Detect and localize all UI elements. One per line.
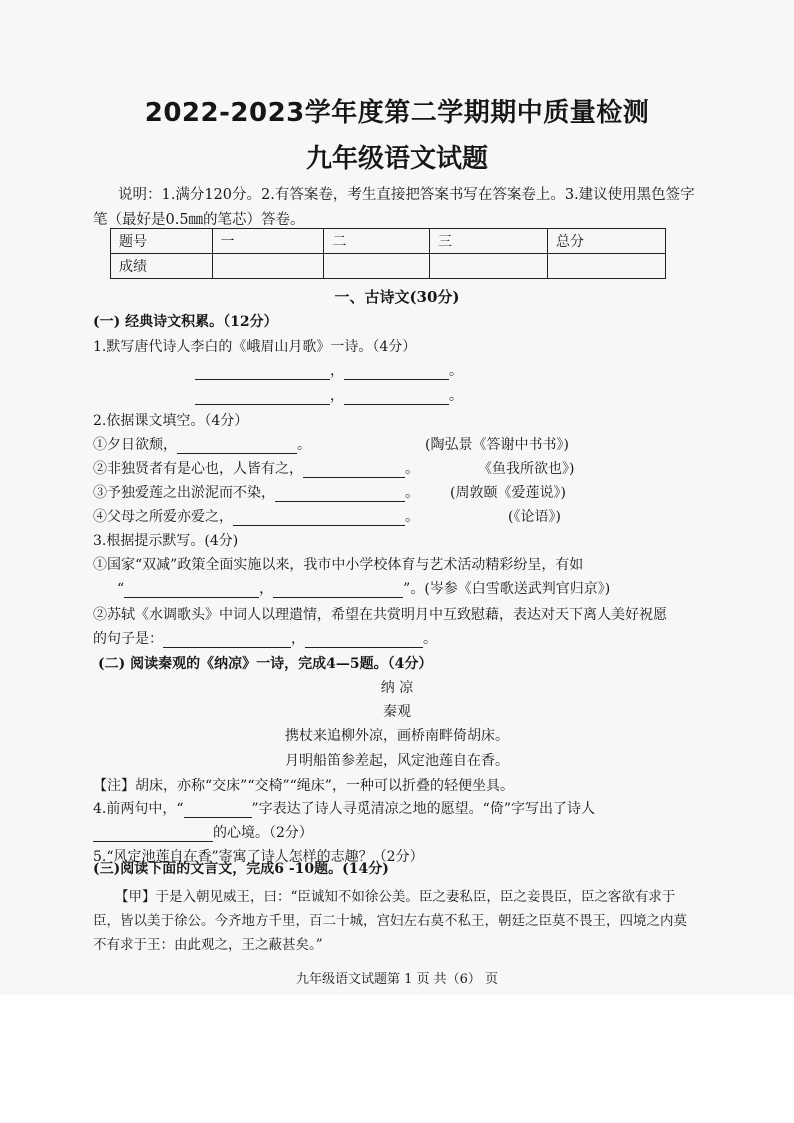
fill-item-1[interactable] — [93, 434, 311, 454]
q3-item2-prefix: 的句子是： — [93, 631, 163, 647]
source-citation: 《鱼我所欲也》) — [478, 461, 575, 477]
score-table-header-row — [111, 229, 666, 254]
score-input-cell[interactable] — [547, 254, 665, 279]
q3-item1-source: ”。(岑参《白雪歌送武判官归京》) — [403, 581, 611, 597]
poem-title: 纳 凉 — [380, 680, 414, 696]
question-3: 3.根据提示默写。(4分) — [93, 533, 239, 549]
source-citation: (《论语》) — [508, 509, 561, 525]
fill-item-3[interactable] — [93, 482, 419, 502]
answer-line-2[interactable]: ， 。 — [195, 385, 463, 405]
page-margin — [0, 995, 794, 1123]
score-table — [110, 228, 666, 279]
fill-item-prefix: ①夕日欲颓， — [93, 437, 177, 453]
part1-title: (一) 经典诗文积累。（12分） — [93, 314, 278, 330]
score-table-cell: 一 — [212, 229, 324, 254]
q3-item2-text: ②苏轼《水调歌头》中词人以理遣情，希望在共赏明月中互致慰藉，表达对天下离人美好祝愿 — [93, 607, 667, 623]
q4-text-part1: 4.前两句中，“ — [93, 801, 184, 817]
score-input-cell[interactable] — [430, 254, 548, 279]
poem-note: 【注】胡床，亦称“交床”“交椅”“绳床”，一种可以折叠的轻便坐具。 — [93, 778, 514, 794]
question-2: 2.依据课文填空。（4分） — [93, 413, 249, 429]
q3-item1-text: ①国家“双减”政策全面实施以来，我市中小学校体育与艺术活动精彩纷呈，有如 — [93, 557, 584, 573]
score-table-cell: 题号 — [111, 229, 213, 254]
answer-line-1[interactable]: ， 。 — [195, 360, 463, 380]
fill-item-suffix: 。 — [405, 509, 419, 525]
fill-item-suffix: 。 — [405, 461, 419, 477]
fill-item-prefix: ④父母之所爱亦爱之， — [93, 509, 233, 525]
part3-title: (三)阅读下面的文言文，完成6 -10题。(14分) — [93, 861, 389, 877]
question-4[interactable] — [93, 798, 595, 818]
question-1: 1.默写唐代诗人李白的《峨眉山月歌》一诗。（4分） — [93, 339, 417, 355]
q3-item1-answer[interactable]: “ ， ”。(岑参《白雪歌送武判官归京》) — [117, 581, 611, 597]
fill-item-suffix: 。 — [297, 437, 311, 453]
score-input-cell[interactable] — [212, 254, 324, 279]
fill-item-4[interactable] — [93, 506, 419, 526]
score-table-cell: 三 — [430, 229, 548, 254]
score-input-cell[interactable] — [324, 254, 430, 279]
question-5: 5.“风定池莲自在香”寄寓了诗人怎样的志趣？（2分） — [93, 849, 424, 865]
fill-item-prefix: ③予独爱莲之出淤泥而不染， — [93, 485, 275, 501]
fill-item-prefix: ②非独贤者有是心也，人皆有之， — [93, 461, 303, 477]
source-citation: (陶弘景《答谢中书书》) — [425, 437, 569, 453]
score-table-cell: 二 — [324, 229, 430, 254]
q3-item2-answer[interactable]: 的句子是： ， 。 — [93, 631, 437, 647]
poem-line: 月明船笛参差起，风定池莲自在香。 — [285, 753, 509, 769]
exam-subtitle: 九年级语文试题 — [305, 144, 488, 174]
open-quote: “ — [117, 581, 125, 597]
classical-passage: 【甲】于是入朝见威王，曰：“臣诚知不如徐公美。臣之妻私臣，臣之妾畏臣，臣之客欲有求于臣，皆以美于徐公。今齐地方千里，百二十城，宫妇左右莫不私王，朝廷之臣莫不畏王，四境之内莫不有求于王：由此观之，王之蔽甚矣。” — [93, 889, 687, 953]
source-citation: (周敦颐《爱莲说》) — [450, 485, 566, 501]
poem-line: 携杖来追柳外凉，画桥南畔倚胡床。 — [285, 728, 509, 744]
poem-author: 秦观 — [383, 704, 411, 720]
question-4-continued[interactable] — [93, 822, 313, 842]
page-footer: 九年级语文试题第 1 页 共（6） 页 — [295, 972, 499, 987]
q4-text-part3: 的心境。（2分） — [213, 825, 313, 841]
fill-item-suffix: 。 — [405, 485, 419, 501]
part2-title: (二) 阅读秦观的《纳凉》一诗，完成4—5题。（4分） — [98, 656, 433, 672]
score-table-cell: 总分 — [547, 229, 665, 254]
q4-text-part2: ”字表达了诗人寻觅清凉之地的愿望。“倚”字写出了诗人 — [251, 801, 595, 817]
exam-title: 2022-2023学年度第二学期期中质量检测 — [144, 98, 650, 128]
section-title: 一、古诗文(30分) — [334, 288, 460, 306]
fill-item-2[interactable] — [93, 458, 419, 478]
score-table-cell: 成绩 — [111, 254, 213, 279]
instructions-text: 说明：1.满分120分。2.有答案卷，考生直接把答案书写在答案卷上。3.建议使用黑色签字笔（最好是0.5㎜的笔芯）答卷。 — [93, 187, 695, 228]
score-table-row — [111, 254, 666, 279]
